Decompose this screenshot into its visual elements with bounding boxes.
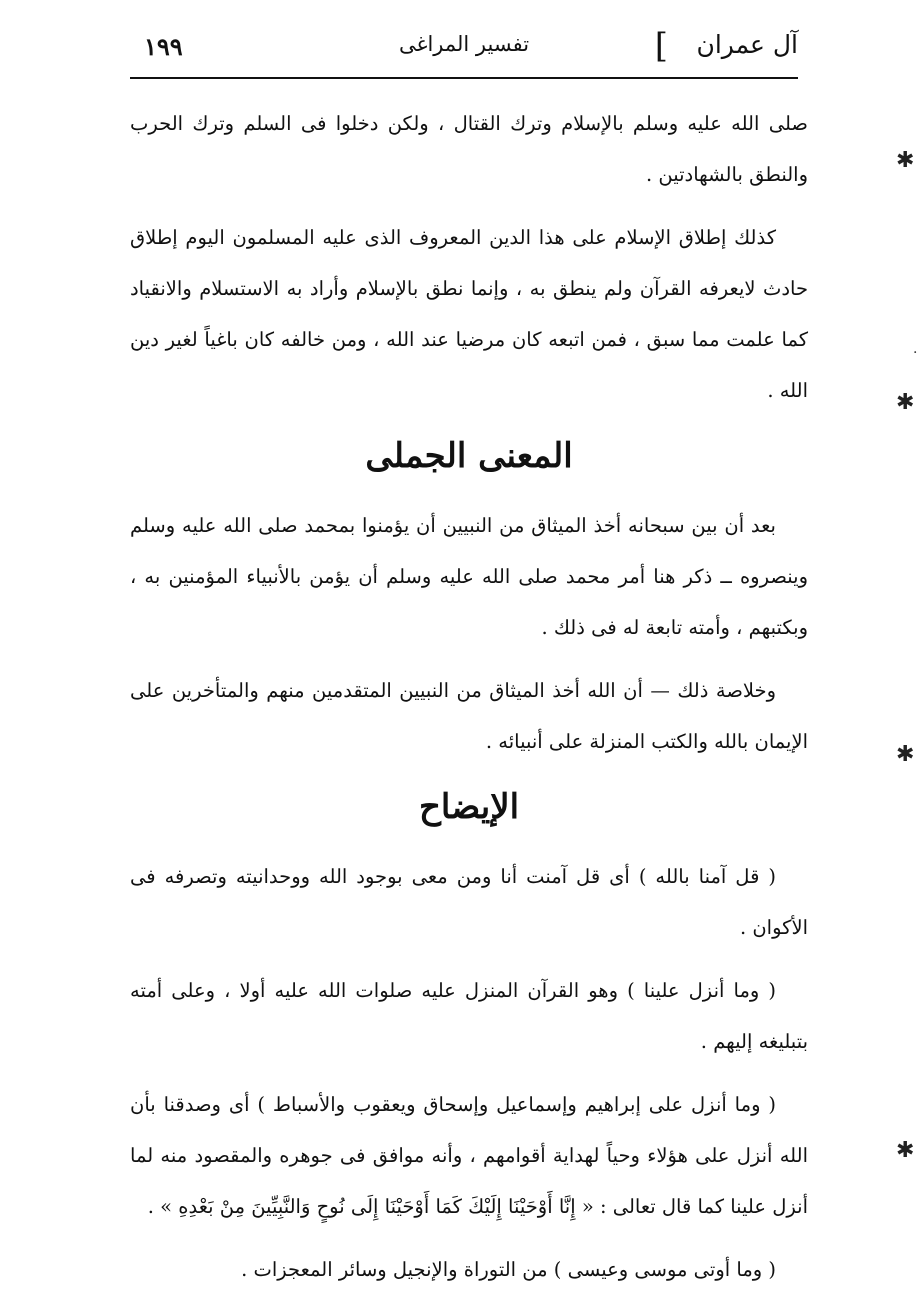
header-bracket: ] [654,26,668,66]
paragraph: بعد أن بين سبحانه أخذ الميثاق من النبيين أن يؤمنوا بمحمد صلى الله عليه وسلم وينصروه ــ ذكر هنا أمر محمد صلى الله عليه وسلم أن يؤمن بالأنبياء المؤمنين به ، وبكتبهم ، وأمته تابعة له فى ذلك . [130,514,808,639]
surah-title: آل عمران [696,30,798,59]
margin-mark-icon: ✱ [896,742,915,767]
page-body [130,98,808,1307]
section-heading-general-meaning: المعنى الجملى [365,436,573,476]
margin-mark-icon: ✱ [896,390,915,415]
margin-mark-icon: ✱ [896,1138,915,1163]
paragraph: ( وما أنزل علينا ) وهو القرآن المنزل عليه صلوات الله عليه أولا ، وعلى أمته بتبليغه إليهم . [130,979,808,1053]
paragraph: صلى الله عليه وسلم بالإسلام وترك القتال ، ولكن دخلوا فى السلم وترك الحرب والنطق بالشهادتين . [130,112,808,186]
paragraph: ( وما أوتى موسى وعيسى ) من التوراة والإنجيل وسائر المعجزات . [241,1258,776,1281]
margin-mark-icon: ✱ [896,148,915,173]
paragraph: ( قل آمنا بالله ) أى قل آمنت أنا ومن معى بوجود الله ووحدانيته وتصرفه فى الأكوان . [130,865,808,939]
section-heading-explanation: الإيضاح [418,787,520,827]
header-rule [130,77,798,79]
paragraph: كذلك إطلاق الإسلام على هذا الدين المعروف الذى عليه المسلمون اليوم إطلاق حادث لايعرفه القرآن ولم ينطق به ، وإنما نطق بالإسلام وأراد به الاستسلام والانقياد كما علمت مما سبق ، فمن اتبعه كان مرضيا عند الله ، ومن خالفه كان باغياً لغير دين الله . [130,226,808,402]
page-number: ١٩٩ [144,32,183,61]
paragraph: ( وما أنزل على إبراهيم وإسماعيل وإسحاق ويعقوب والأسباط ) أى وصدقنا بأن الله أنزل على هؤلاء وحياً لهداية أقوامهم ، وأنه موافق فى جوهره والمقصود منه لما أنزل علينا كما قال تعالى : « إِنَّا أَوْحَيْنَا إِلَيْكَ كَمَا أَوْحَيْنَا إِلَى نُوحٍ وَالنَّبِيِّينَ مِنْ بَعْدِهِ » . [130,1093,808,1218]
page-header [130,28,798,72]
margin-dot-icon: · [913,345,918,361]
book-title: تفسير المراغى [398,32,530,56]
paragraph: وخلاصة ذلك — أن الله أخذ الميثاق من النبيين المتقدمين منهم والمتأخرين على الإيمان بالله والكتب المنزلة على أنبيائه . [130,679,808,753]
